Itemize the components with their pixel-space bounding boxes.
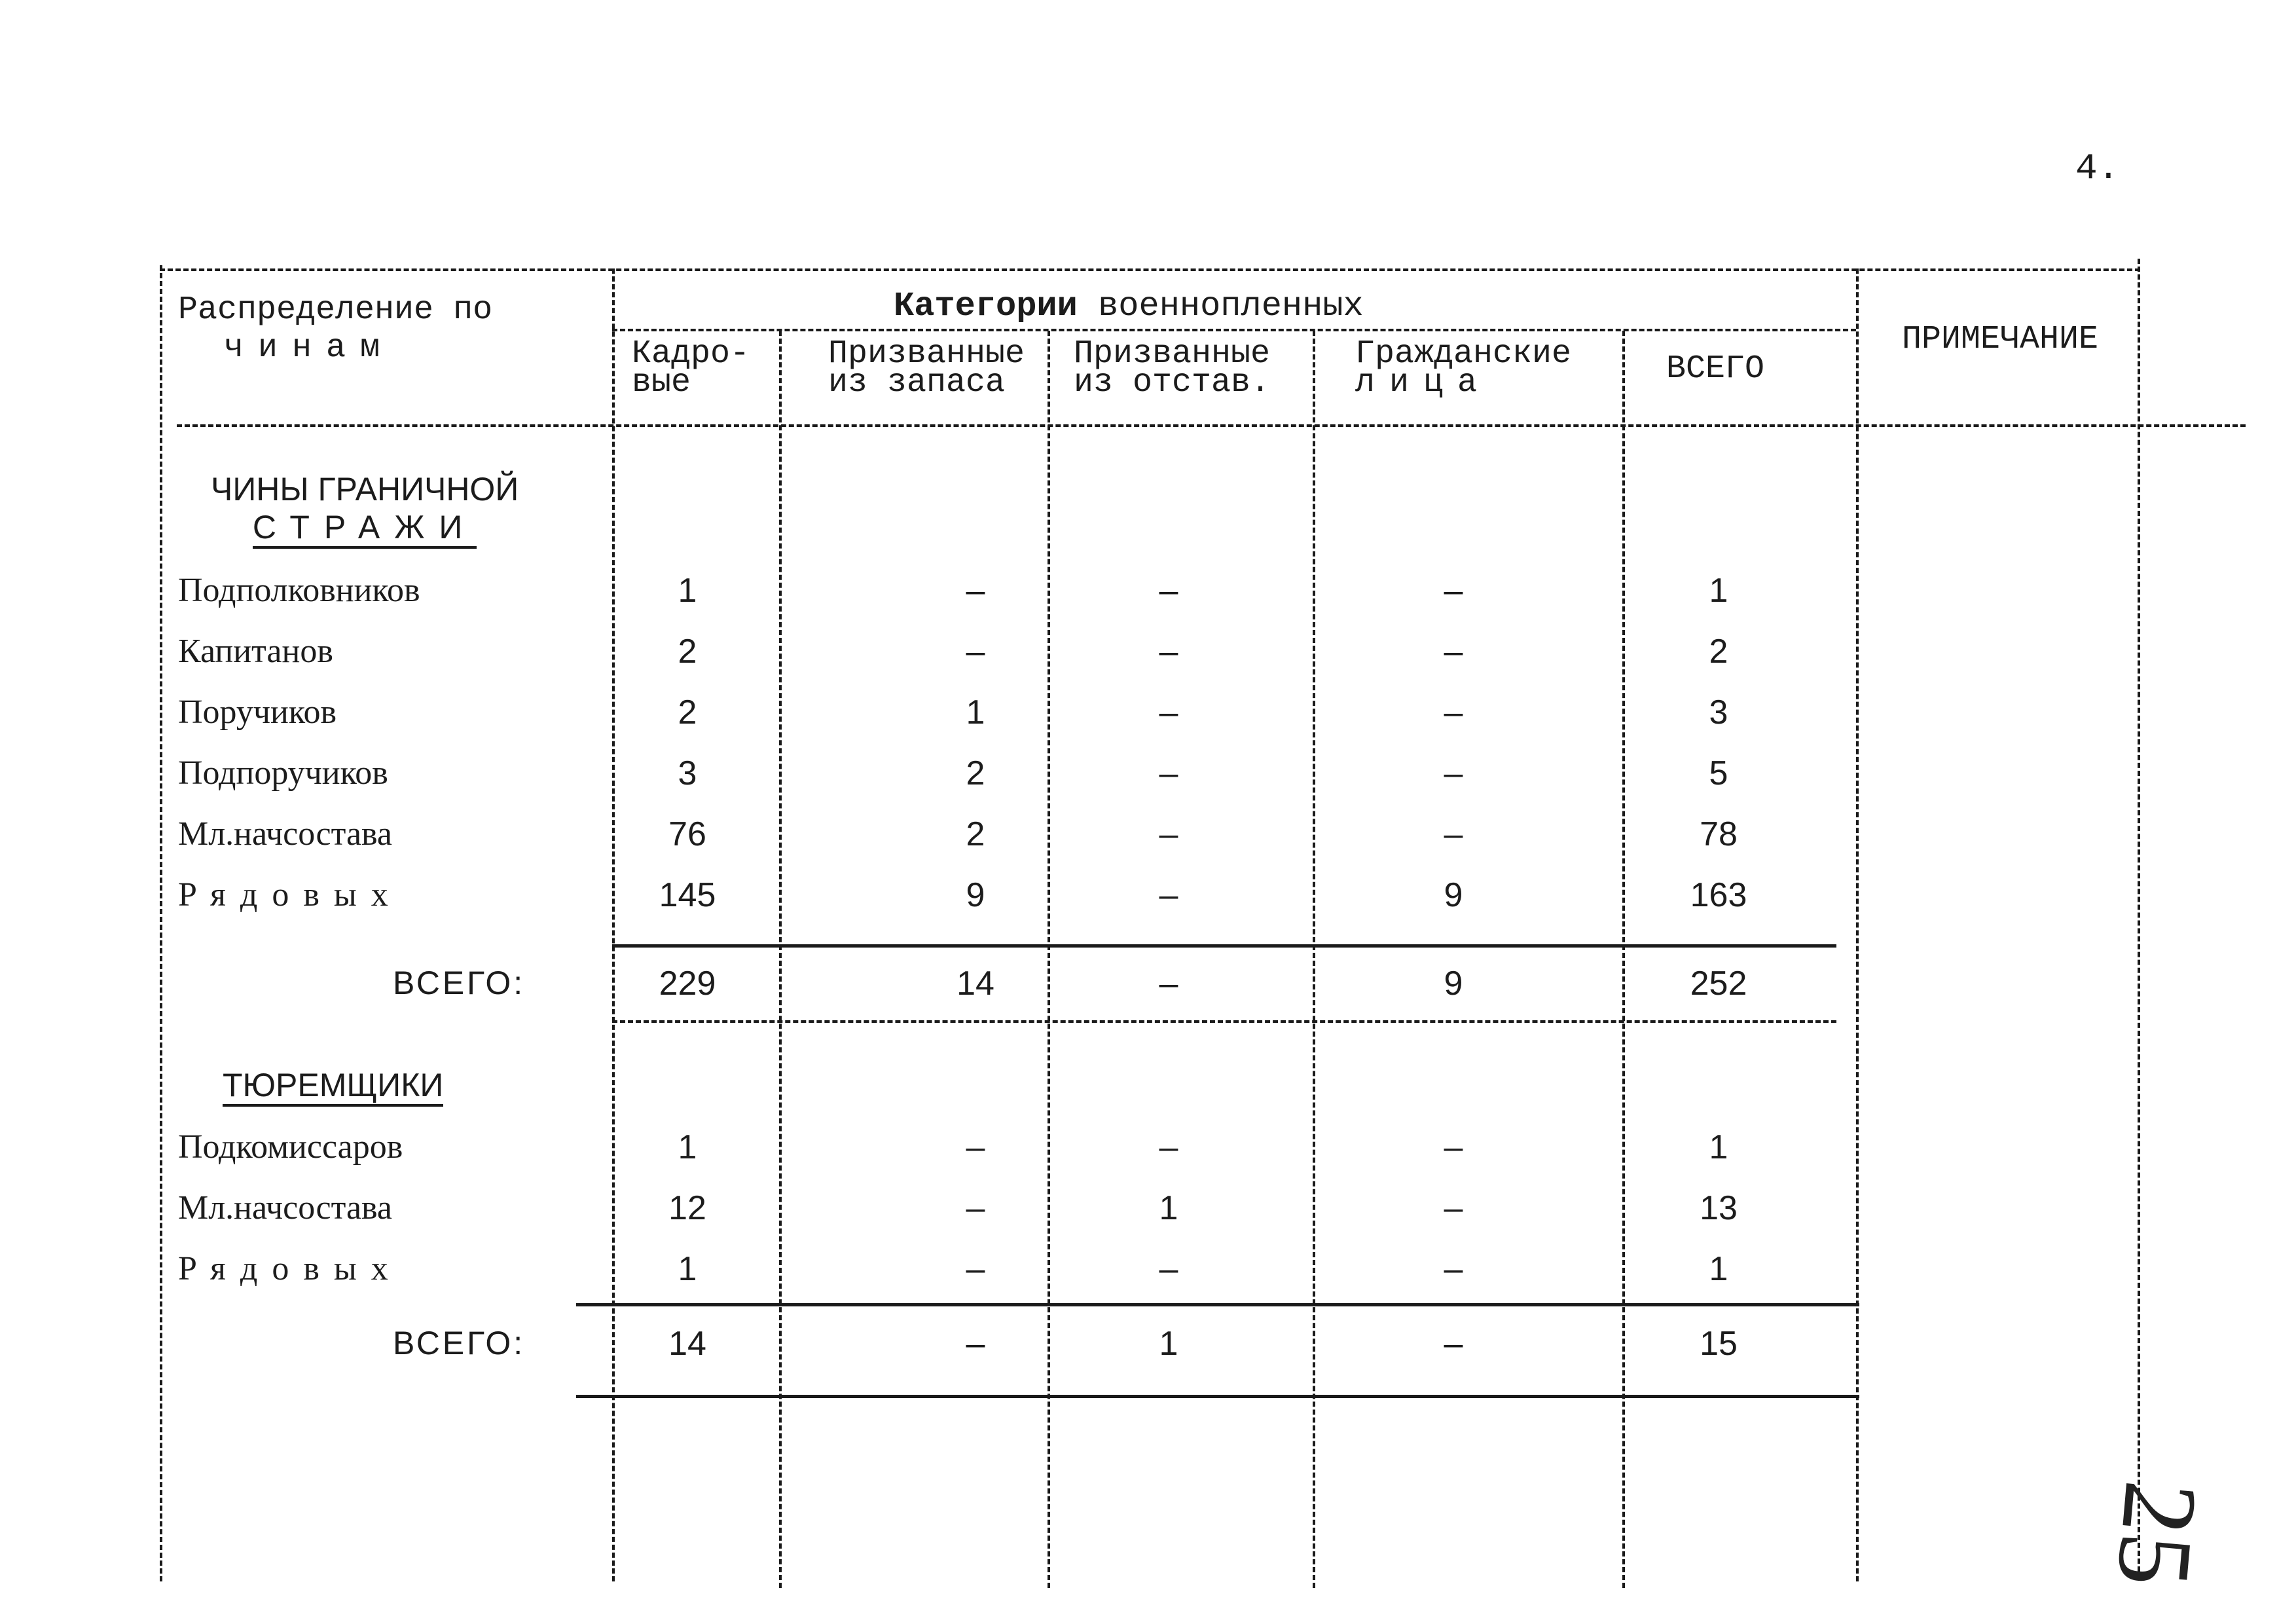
row-label: Подполковников xyxy=(178,572,420,609)
table-cell: 2 xyxy=(678,633,697,671)
col-header-otstav-l2: из отстав. xyxy=(1074,364,1271,401)
col-header-vsego: ВСЕГО xyxy=(1666,350,1765,388)
col-header-note: ПРИМЕЧАНИЕ xyxy=(1902,321,2099,358)
column-divider-vsego xyxy=(1622,331,1625,1588)
table-cell: – xyxy=(1159,815,1178,853)
row-label: Капитанов xyxy=(178,633,333,670)
table-cell: 1 xyxy=(1709,572,1728,610)
col-header-kadrovye-l2: вые xyxy=(632,364,691,401)
table-cell: 76 xyxy=(668,815,706,853)
total-cell: 252 xyxy=(1690,965,1747,1003)
total-cell: 229 xyxy=(659,965,716,1003)
table-border-top xyxy=(160,268,2140,271)
total-cell: – xyxy=(966,1325,985,1363)
total-cell: 14 xyxy=(668,1325,706,1363)
col-header-grazhd-l2: лица xyxy=(1355,364,1492,401)
section2-total-label: ВСЕГО: xyxy=(393,1325,526,1361)
col-header-kadrovye-l1: Кадро- xyxy=(632,335,750,373)
row-label: Подпоручиков xyxy=(178,754,388,792)
section-title-line1: ЧИНЫ ГРАНИЧНОЙ xyxy=(211,471,519,507)
table-cell: 1 xyxy=(1709,1250,1728,1288)
col-header-kadrovye xyxy=(632,335,750,402)
row-label: Поручиков xyxy=(178,693,337,731)
col-header-otstav-l1: Призванные xyxy=(1074,335,1271,373)
table-cell: – xyxy=(1159,633,1178,671)
section2-total-bottom-line xyxy=(576,1395,1859,1398)
section1-total-bottom-line xyxy=(612,1020,1836,1023)
section-title-line2: СТРАЖИ xyxy=(253,508,477,549)
table-cell: – xyxy=(1444,1250,1463,1288)
table-cell: 2 xyxy=(966,815,985,853)
col-header-zapas-l2: из запаса xyxy=(828,364,1006,401)
total-cell: 9 xyxy=(1444,965,1463,1003)
page-number: 4. xyxy=(2075,147,2120,189)
table-cell: 145 xyxy=(659,876,716,914)
table-cell: 2 xyxy=(678,693,697,731)
categories-title-bold: Категории xyxy=(894,287,1078,325)
section-title-line1: ТЮРЕМЩИКИ xyxy=(223,1066,443,1107)
column-divider-otstav xyxy=(1048,331,1050,1588)
column-divider-zapas xyxy=(779,331,782,1588)
section1-total-top-line xyxy=(612,944,1836,948)
row-label: Рядовых xyxy=(178,876,403,913)
table-cell: – xyxy=(966,1128,985,1166)
table-cell: – xyxy=(1444,1189,1463,1227)
table-cell: 2 xyxy=(1709,633,1728,671)
section-title-border-guard xyxy=(211,470,519,549)
table-cell: 1 xyxy=(1709,1128,1728,1166)
column-divider-note xyxy=(1856,268,1859,1581)
table-cell: 78 xyxy=(1700,815,1738,853)
section-title-jailers xyxy=(223,1066,443,1107)
header-bottom-line xyxy=(177,424,2246,427)
table-cell: 1 xyxy=(678,572,697,610)
table-cell: 163 xyxy=(1690,876,1747,914)
table-cell: – xyxy=(1444,754,1463,792)
table-cell: 1 xyxy=(678,1250,697,1288)
table-cell: – xyxy=(1444,633,1463,671)
table-cell: 1 xyxy=(678,1128,697,1166)
table-cell: 1 xyxy=(1159,1189,1178,1227)
col-header-grazhd-l1: Гражданские xyxy=(1355,335,1572,373)
table-cell: – xyxy=(1444,1128,1463,1166)
col-header-zapas xyxy=(828,335,1025,402)
table-cell: – xyxy=(1444,572,1463,610)
rank-column-header xyxy=(178,291,492,367)
table-cell: 3 xyxy=(1709,693,1728,731)
row-label: Мл.начсостава xyxy=(178,815,393,853)
total-cell: 14 xyxy=(957,965,994,1003)
total-cell: 1 xyxy=(1159,1325,1178,1363)
table-cell: 5 xyxy=(1709,754,1728,792)
row-label: Рядовых xyxy=(178,1250,403,1287)
section1-total-label: ВСЕГО: xyxy=(393,965,526,1001)
table-cell: 9 xyxy=(1444,876,1463,914)
table-cell: 3 xyxy=(678,754,697,792)
table-cell: – xyxy=(1159,754,1178,792)
total-cell: – xyxy=(1159,965,1178,1003)
table-border-right xyxy=(2138,259,2140,1572)
row-label: Подкомиссаров xyxy=(178,1128,403,1166)
column-divider-kadrovye xyxy=(612,268,615,1581)
categories-underline xyxy=(612,329,1856,331)
section2-total-top-line xyxy=(576,1303,1859,1306)
col-header-otstav xyxy=(1074,335,1270,402)
categories-title xyxy=(894,287,1364,325)
table-cell: – xyxy=(966,633,985,671)
table-cell: 9 xyxy=(966,876,985,914)
total-cell: 15 xyxy=(1700,1325,1738,1363)
table-cell: 1 xyxy=(966,693,985,731)
column-divider-grazhd xyxy=(1313,331,1315,1588)
table-cell: – xyxy=(1444,815,1463,853)
archive-number-stamp: 25 xyxy=(2094,1477,2221,1591)
table-cell: – xyxy=(1159,876,1178,914)
table-cell: – xyxy=(966,572,985,610)
categories-title-rest: военнопленных xyxy=(1098,287,1364,325)
table-cell: – xyxy=(966,1189,985,1227)
row-label: Мл.начсостава xyxy=(178,1189,393,1227)
table-cell: – xyxy=(966,1250,985,1288)
total-cell: – xyxy=(1444,1325,1463,1363)
col-header-zapas-l1: Призванные xyxy=(828,335,1025,373)
table-border-left xyxy=(160,265,162,1581)
table-cell: – xyxy=(1444,693,1463,731)
table-cell: 2 xyxy=(966,754,985,792)
table-cell: – xyxy=(1159,693,1178,731)
col-header-grazhd xyxy=(1355,335,1571,402)
table-cell: – xyxy=(1159,572,1178,610)
table-cell: – xyxy=(1159,1128,1178,1166)
table-cell: 13 xyxy=(1700,1189,1738,1227)
table-cell: – xyxy=(1159,1250,1178,1288)
rank-header-line2: чинам xyxy=(224,329,395,367)
table-cell: 12 xyxy=(668,1189,706,1227)
rank-header-line1: Распределение по xyxy=(178,291,493,329)
